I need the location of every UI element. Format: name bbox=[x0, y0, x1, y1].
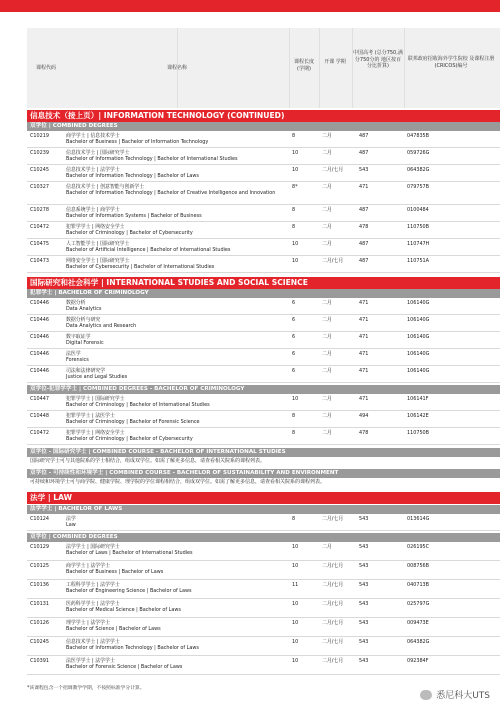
course-name: 人工智能学士 | 国际研究学士 Bachelor of Artificial Intelligence | Bachelor of International Studies bbox=[66, 241, 231, 253]
course-code: C10125 bbox=[30, 563, 49, 569]
table-row bbox=[27, 205, 500, 222]
course-code: C10446 bbox=[30, 368, 49, 374]
course-intake: 二月 bbox=[322, 317, 332, 323]
course-code: C10472 bbox=[30, 224, 49, 230]
gaokao-score: 478 bbox=[359, 430, 369, 436]
cricos-code: 008756B bbox=[407, 563, 430, 569]
course-code: C10446 bbox=[30, 317, 49, 323]
course-code: C10245 bbox=[30, 167, 49, 173]
course-name: 信息技术学士 | 创意智能与创新学士 Bachelor of Information Technology | Bachelor of Creative Intelligence and Innovation bbox=[66, 184, 276, 196]
table-header bbox=[27, 28, 500, 108]
gaokao-score: 543 bbox=[359, 544, 369, 550]
course-name: 信息系统学士 | 商学学士 Bachelor of Information Systems | Bachelor of Business bbox=[66, 207, 202, 219]
course-code: C10473 bbox=[30, 258, 49, 264]
course-length: 10 bbox=[292, 544, 299, 550]
header-divider bbox=[319, 28, 320, 108]
course-length: 8 bbox=[292, 207, 296, 213]
group-label: 法学学士 | BACHELOR OF LAWS bbox=[27, 505, 500, 514]
course-length: 8 bbox=[292, 133, 296, 139]
course-code: C10447 bbox=[30, 396, 49, 402]
cricos-code: 026195C bbox=[407, 544, 430, 550]
course-length: 8 bbox=[292, 430, 296, 436]
table-row bbox=[27, 637, 500, 656]
course-code: C10219 bbox=[30, 133, 49, 139]
table-row bbox=[27, 514, 500, 531]
course-code: C10131 bbox=[30, 601, 49, 607]
course-code: C10245 bbox=[30, 639, 49, 645]
gaokao-score: 543 bbox=[359, 167, 369, 173]
gaokao-score: 487 bbox=[359, 133, 369, 139]
course-intake: 二月 bbox=[322, 351, 332, 357]
course-intake: 二月/七月 bbox=[322, 601, 344, 607]
course-name: 信息技术学士 | 法学学士 Bachelor of Information Technology | Bachelor of Laws bbox=[66, 639, 199, 651]
course-length: 10 bbox=[292, 620, 299, 626]
gaokao-score: 543 bbox=[359, 563, 369, 569]
gaokao-score: 471 bbox=[359, 368, 369, 374]
footnote: *该课程包含一个招调教学学期，不按照标准学分计算。 bbox=[27, 686, 145, 691]
group-label: 双学位 | COMBINED DEGREES bbox=[27, 533, 500, 542]
course-code: C10327 bbox=[30, 184, 49, 190]
cricos-code: 064382G bbox=[407, 167, 430, 173]
course-intake: 二月 bbox=[322, 544, 332, 550]
table-row bbox=[27, 256, 500, 273]
course-name: 信息技术学士 | 法学学士 Bachelor of Information Technology | Bachelor of Laws bbox=[66, 167, 199, 179]
course-code: C10446 bbox=[30, 300, 49, 306]
course-length: 10 bbox=[292, 167, 299, 173]
course-intake: 二月/七月 bbox=[322, 563, 344, 569]
course-code: C10126 bbox=[30, 620, 49, 626]
top-red-bar bbox=[0, 0, 500, 12]
course-code: C10278 bbox=[30, 207, 49, 213]
cricos-code: 106140G bbox=[407, 300, 430, 306]
course-length: 10 bbox=[292, 639, 299, 645]
course-name: 理学学士 | 法学学士 Bachelor of Science | Bachelor of Laws bbox=[66, 620, 161, 632]
gaokao-score: 471 bbox=[359, 184, 369, 190]
course-length: 10 bbox=[292, 601, 299, 607]
course-length: 8* bbox=[292, 184, 298, 190]
wechat-icon bbox=[420, 690, 432, 700]
header-cricos: 联邦政府招收海外学生院校 及课程注册(CRICOS)编号 bbox=[407, 56, 495, 69]
course-intake: 二月 bbox=[322, 224, 332, 230]
course-intake: 二月/七月 bbox=[322, 258, 344, 264]
cricos-code: 047835B bbox=[407, 133, 430, 139]
course-length: 10 bbox=[292, 150, 299, 156]
course-name: 司法和法律研究学 Justice and Legal Studies bbox=[66, 368, 128, 380]
table-row bbox=[27, 349, 500, 366]
course-intake: 二月 bbox=[322, 430, 332, 436]
gaokao-score: 543 bbox=[359, 601, 369, 607]
gaokao-score: 471 bbox=[359, 396, 369, 402]
course-length: 8 bbox=[292, 516, 296, 522]
section-title: 国际研究和社会科学 | INTERNATIONAL STUDIES AND SOCIAL SCIENCE bbox=[27, 277, 500, 289]
table-row bbox=[27, 599, 500, 618]
cricos-code: 059726G bbox=[407, 150, 430, 156]
cricos-code: 106141F bbox=[407, 396, 429, 402]
course-name: 信息技术学士 | 国际研究学士 Bachelor of Information Technology | Bachelor of International Studies bbox=[66, 150, 238, 162]
course-length: 6 bbox=[292, 317, 296, 323]
gaokao-score: 543 bbox=[359, 639, 369, 645]
cricos-code: 025797G bbox=[407, 601, 430, 607]
note-label: 双学位 - 可持续性和环境学士 | COMBINED COURSE - BACHELOR OF SUSTAINABILITY AND ENVIRONMENT bbox=[27, 469, 500, 478]
course-intake: 二月 bbox=[322, 300, 332, 306]
gaokao-score: 471 bbox=[359, 351, 369, 357]
header-intake: 开课 学期 bbox=[324, 59, 346, 65]
course-intake: 二月 bbox=[322, 334, 332, 340]
course-name: 法医学学士 | 法学学士 Bachelor of Forensic Science | Bachelor of Laws bbox=[66, 658, 183, 670]
course-length: 10 bbox=[292, 658, 299, 664]
note-text: 国际研究学士可与其他院系的学士相结合，组成双学位。如需了解更多信息，请查看相关院系的课程列表。 bbox=[30, 458, 266, 464]
section-title: 法学 | LAW bbox=[27, 492, 500, 504]
watermark bbox=[420, 688, 490, 701]
course-name: 工程科学学士 | 法学学士 Bachelor of Engineering Science | Bachelor of Laws bbox=[66, 582, 192, 594]
table-row bbox=[27, 165, 500, 182]
course-name: 数据分析与研究 Data Analytics and Research bbox=[66, 317, 137, 329]
cricos-code: 079757B bbox=[407, 184, 430, 190]
course-length: 10 bbox=[292, 258, 299, 264]
course-intake: 二月 bbox=[322, 241, 332, 247]
table-row bbox=[27, 394, 500, 411]
table-row bbox=[27, 411, 500, 428]
table-row bbox=[27, 182, 500, 205]
header-years: 课程长度 (学期) bbox=[293, 59, 314, 72]
table-row bbox=[27, 222, 500, 239]
course-name: 犯罪学学士 | 网络安全学士 Bachelor of Criminology | Bachelor of Cybersecurity bbox=[66, 224, 193, 236]
table-row bbox=[27, 332, 500, 349]
table-row bbox=[27, 428, 500, 445]
course-length: 10 bbox=[292, 241, 299, 247]
course-intake: 二月/七月 bbox=[322, 582, 344, 588]
course-name: 法学学士 | 国际研究学士 Bachelor of Laws | Bachelor of International Studies bbox=[66, 544, 193, 556]
course-length: 11 bbox=[292, 582, 299, 588]
course-name: 犯罪学学士 | 网络安全学士 Bachelor of Criminology | Bachelor of Cybersecurity bbox=[66, 430, 193, 442]
course-name: 犯罪学学士 | 法医学士 Bachelor of Criminology | Bachelor of Forensic Science bbox=[66, 413, 200, 425]
note-text: 可持续和环境学士可与商学院、健康学院、理学院的学位课程相结合，组成双学位。如需了解更多信息，请查看相关院系的课程列表。 bbox=[30, 479, 326, 485]
course-intake: 二月 bbox=[322, 150, 332, 156]
table-row bbox=[27, 298, 500, 315]
course-intake: 二月/七月 bbox=[322, 620, 344, 626]
cricos-code: 110751A bbox=[407, 258, 430, 264]
header-code: 课程代码 bbox=[35, 65, 56, 71]
gaokao-score: 478 bbox=[359, 224, 369, 230]
course-code: C10446 bbox=[30, 334, 49, 340]
course-code: C10239 bbox=[30, 150, 49, 156]
gaokao-score: 543 bbox=[359, 582, 369, 588]
table-row bbox=[27, 618, 500, 637]
course-intake: 二月 bbox=[322, 413, 332, 419]
course-length: 8 bbox=[292, 224, 296, 230]
course-name: 法学 Law bbox=[66, 516, 76, 528]
course-intake: 二月 bbox=[322, 368, 332, 374]
course-code: C10475 bbox=[30, 241, 49, 247]
gaokao-score: 471 bbox=[359, 300, 369, 306]
course-length: 6 bbox=[292, 351, 296, 357]
course-intake: 二月/七月 bbox=[322, 516, 344, 522]
cricos-code: 040713B bbox=[407, 582, 430, 588]
course-code: C10124 bbox=[30, 516, 49, 522]
course-name: 法医学 Forensics bbox=[66, 351, 89, 363]
cricos-code: 110750B bbox=[407, 224, 430, 230]
course-intake: 二月 bbox=[322, 207, 332, 213]
course-code: C10391 bbox=[30, 658, 49, 664]
course-intake: 二月 bbox=[322, 133, 332, 139]
section-title: 信息技术（接上页）| INFORMATION TECHNOLOGY (CONTINUED) bbox=[27, 110, 500, 122]
course-code: C10446 bbox=[30, 351, 49, 357]
watermark-text: 悉尼科大UTS bbox=[436, 691, 490, 701]
gaokao-score: 471 bbox=[359, 317, 369, 323]
cricos-code: 106140G bbox=[407, 368, 430, 374]
course-name: 网络安全学士 | 国际研究学士 Bachelor of Cybersecurity | Bachelor of International Studies bbox=[66, 258, 215, 270]
note-label: 双学位 - 国际研究学士 | COMBINED COURSE - BACHELOR OF INTERNATIONAL STUDIES bbox=[27, 448, 500, 457]
gaokao-score: 471 bbox=[359, 334, 369, 340]
course-code: C10129 bbox=[30, 544, 49, 550]
cricos-code: 106140G bbox=[407, 334, 430, 340]
course-code: C10448 bbox=[30, 413, 49, 419]
table-row bbox=[27, 148, 500, 165]
course-length: 8 bbox=[292, 413, 296, 419]
course-length: 6 bbox=[292, 368, 296, 374]
cricos-code: 009473E bbox=[407, 620, 429, 626]
course-intake: 二月/七月 bbox=[322, 167, 344, 173]
cricos-code: 110750B bbox=[407, 430, 430, 436]
course-intake: 二月/七月 bbox=[322, 639, 344, 645]
table-row bbox=[27, 315, 500, 332]
course-length: 6 bbox=[292, 334, 296, 340]
cricos-code: 110747H bbox=[407, 241, 430, 247]
cricos-code: 106140G bbox=[407, 351, 430, 357]
table-row bbox=[27, 239, 500, 256]
course-name: 商学学士 | 信息技术学士 Bachelor of Business | Bachelor of Information Technology bbox=[66, 133, 209, 145]
course-name: 医药科学学士 | 法学学士 Bachelor of Medical Science | Bachelor of Laws bbox=[66, 601, 181, 613]
table-row bbox=[27, 580, 500, 599]
course-name: 犯罪学学士 | 国际研究学士 Bachelor of Criminology | Bachelor of International Studies bbox=[66, 396, 210, 408]
cricos-code: 106142E bbox=[407, 413, 429, 419]
gaokao-score: 494 bbox=[359, 413, 369, 419]
table-row bbox=[27, 656, 500, 675]
header-name: 课程名称 bbox=[166, 65, 187, 71]
course-length: 10 bbox=[292, 563, 299, 569]
course-length: 6 bbox=[292, 300, 296, 306]
gaokao-score: 487 bbox=[359, 258, 369, 264]
course-intake: 二月 bbox=[322, 184, 332, 190]
header-score: 中国高考 (总分750,满分750分的 地区按百分比折算) bbox=[353, 50, 403, 69]
cricos-code: 013614G bbox=[407, 516, 430, 522]
course-name: 数字取证学 Digital Forensic bbox=[66, 334, 104, 346]
group-label: 双学位 | COMBINED DEGREES bbox=[27, 122, 500, 131]
cricos-code: 092384F bbox=[407, 658, 429, 664]
table-row bbox=[27, 131, 500, 148]
gaokao-score: 487 bbox=[359, 241, 369, 247]
course-name: 数据分析 Data Analytics bbox=[66, 300, 102, 312]
gaokao-score: 543 bbox=[359, 658, 369, 664]
group-label: 犯罪学士 | BACHELOR OF CRIMINOLOGY bbox=[27, 289, 500, 298]
course-name: 商学学士 | 法学学士 Bachelor of Business | Bachelor of Laws bbox=[66, 563, 164, 575]
table-row bbox=[27, 561, 500, 580]
table-row bbox=[27, 542, 500, 561]
course-code: C10472 bbox=[30, 430, 49, 436]
gaokao-score: 487 bbox=[359, 150, 369, 156]
gaokao-score: 487 bbox=[359, 207, 369, 213]
gaokao-score: 543 bbox=[359, 516, 369, 522]
group-label: 双学位-犯罪学学士 | COMBINED DEGREES - BACHELOR OF CRIMINOLOGY bbox=[27, 385, 500, 394]
cricos-code: 106140G bbox=[407, 317, 430, 323]
course-code: C10136 bbox=[30, 582, 49, 588]
course-intake: 二月/七月 bbox=[322, 658, 344, 664]
table-row bbox=[27, 366, 500, 383]
course-intake: 二月 bbox=[322, 396, 332, 402]
gaokao-score: 543 bbox=[359, 620, 369, 626]
cricos-code: 0100484 bbox=[407, 207, 429, 213]
cricos-code: 064382G bbox=[407, 639, 430, 645]
course-length: 10 bbox=[292, 396, 299, 402]
